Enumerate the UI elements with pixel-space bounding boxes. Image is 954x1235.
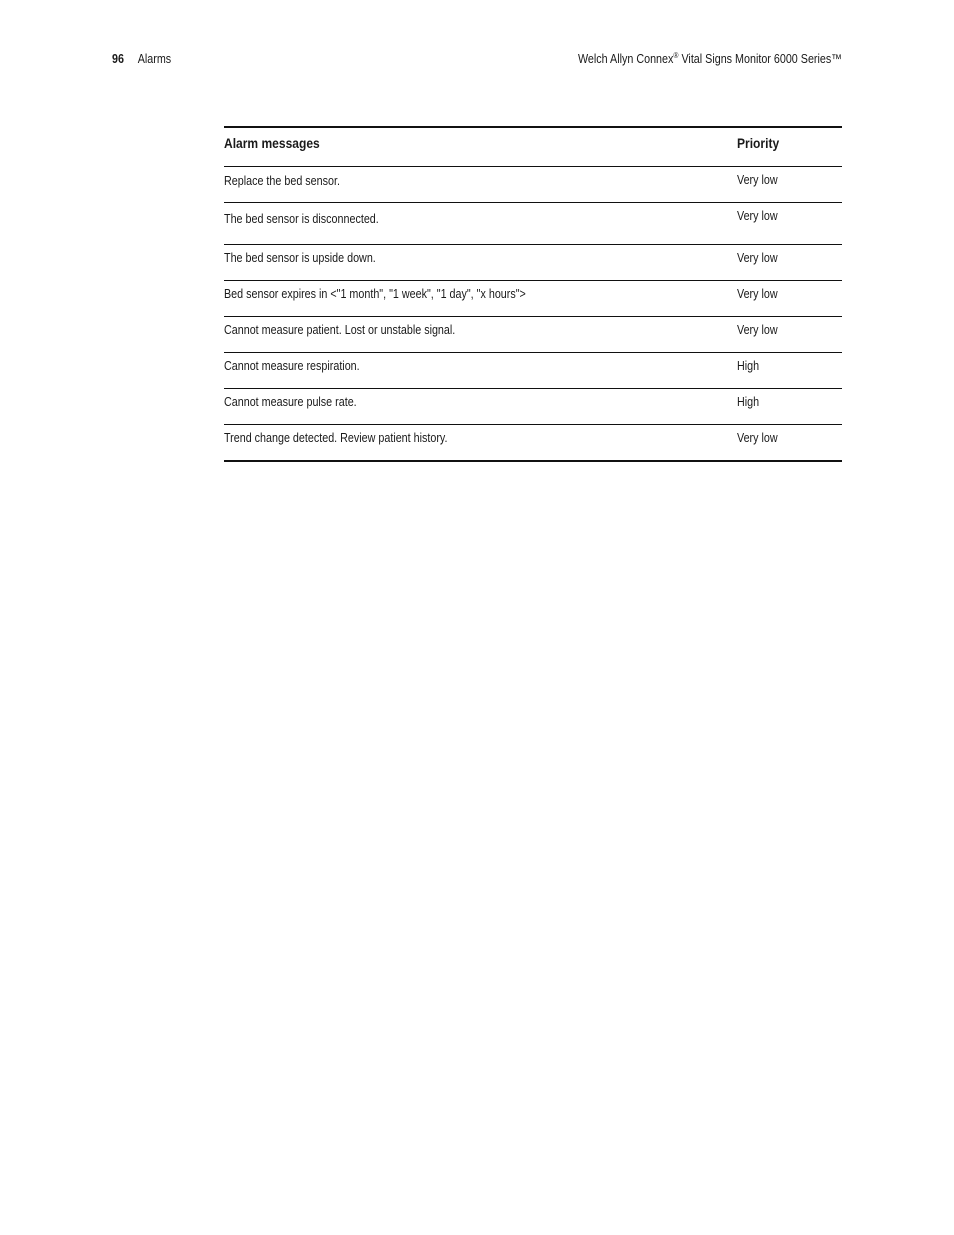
priority-cell: Very low bbox=[737, 251, 778, 265]
priority-cell: Very low bbox=[737, 323, 778, 337]
alarm-message-cell: Replace the bed sensor. bbox=[224, 174, 340, 188]
page-header-left bbox=[112, 51, 171, 67]
column-header-priority: Priority bbox=[737, 135, 780, 151]
table-row bbox=[224, 353, 842, 389]
table-row bbox=[224, 281, 842, 317]
column-header-alarm-messages: Alarm messages bbox=[224, 135, 320, 151]
alarm-message-cell: Bed sensor expires in <"1 month", "1 week", "1 day", "x hours"> bbox=[224, 287, 526, 301]
alarm-message-cell: The bed sensor is upside down. bbox=[224, 251, 376, 265]
priority-cell: Very low bbox=[737, 173, 778, 187]
product-subtitle: Vital Signs Monitor 6000 Series™ bbox=[678, 52, 842, 66]
table-row bbox=[224, 389, 842, 425]
alarm-message-cell: Cannot measure respiration. bbox=[224, 359, 360, 373]
table-row bbox=[224, 167, 842, 203]
priority-cell: High bbox=[737, 359, 760, 373]
priority-cell: Very low bbox=[737, 287, 778, 301]
product-title: Welch Allyn Connex bbox=[577, 52, 674, 66]
alarm-message-cell: Trend change detected. Review patient history. bbox=[224, 431, 448, 445]
priority-cell: Very low bbox=[737, 431, 778, 445]
priority-cell: Very low bbox=[737, 209, 778, 223]
table-row bbox=[224, 317, 842, 353]
alarm-message-cell: Cannot measure pulse rate. bbox=[224, 395, 357, 409]
registered-mark: ® bbox=[673, 51, 679, 60]
page-header-right bbox=[578, 51, 842, 67]
table-row bbox=[224, 425, 842, 460]
section-title: Alarms bbox=[137, 52, 172, 66]
table-header bbox=[224, 128, 842, 167]
alarm-message-cell: The bed sensor is disconnected. bbox=[224, 212, 379, 226]
table-row bbox=[224, 245, 842, 281]
table-row bbox=[224, 203, 842, 245]
priority-cell: High bbox=[737, 395, 760, 409]
alarm-message-cell: Cannot measure patient. Lost or unstable signal. bbox=[224, 323, 456, 337]
alarm-messages-table bbox=[224, 126, 842, 462]
page-number: 96 bbox=[112, 52, 124, 66]
